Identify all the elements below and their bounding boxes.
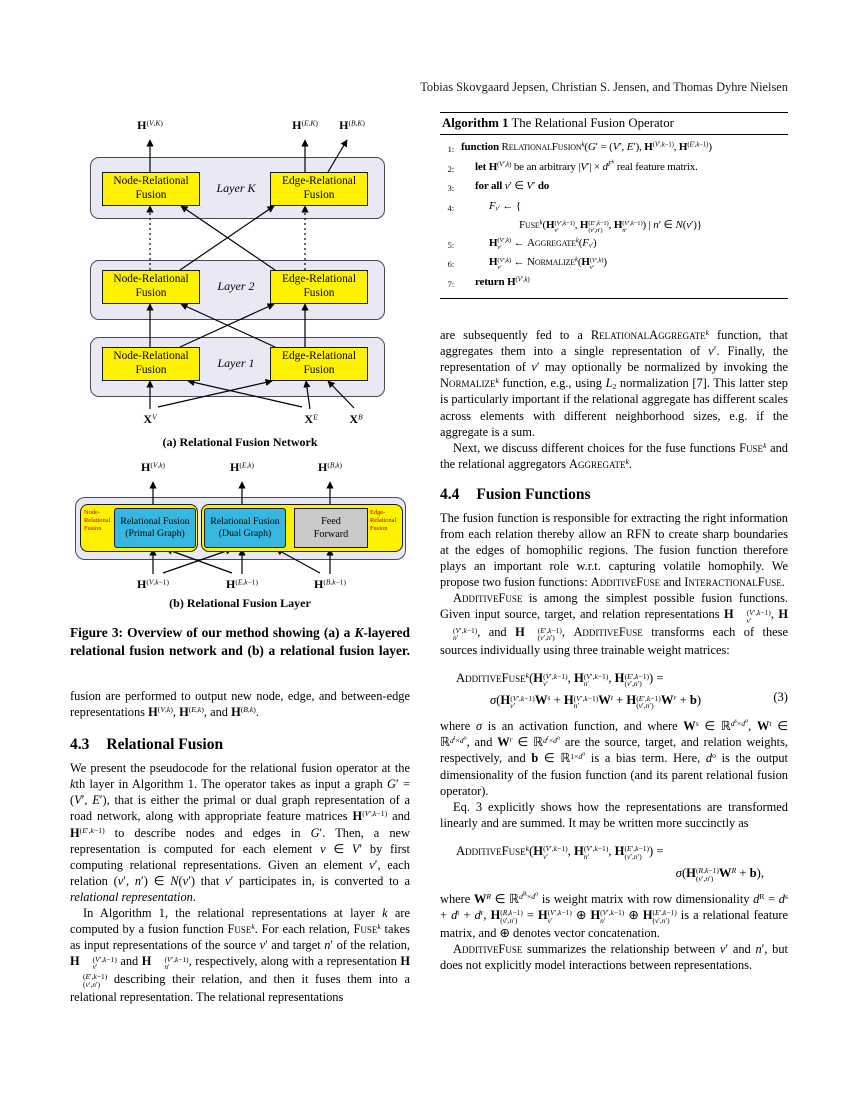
equation-line: σ(H (V′,k−1) v′ $W^s + H$ (V′,k−1) n′ $W^t + H$ (E′,k−1) (v′,n′) $W^r + b$) bbox=[490, 693, 702, 711]
output-matrix-label: $H^{(B,K)}$ bbox=[339, 118, 365, 132]
figure-3-caption: Figure 3: Overview of our method showing (a) a K-layered relational fusion network and (b) a relational fusion layer. bbox=[70, 625, 410, 658]
input-matrix-label: $X^E$ bbox=[304, 412, 318, 426]
section-number: 4.3 bbox=[70, 736, 90, 754]
paragraph: are subsequently fed to a RelationalAggregate$^k$ function, that aggregates them into a single representation of v′. Finally, the representation of v′ may optionally be normalized by invoking the Normalize$^k$ function, e.g., using $L_2$ normalization [7]. This latter step is particularly important if the relational aggregate has different scales across elements with different neighborhood sizes, e.g. if the aggregate is a sum. bbox=[440, 328, 789, 439]
node-relational-fusion-box: Node-Relational Fusion bbox=[102, 172, 200, 206]
algorithm-label: Algorithm 1 bbox=[442, 116, 509, 130]
algorithm-line: 2: let $H^{(V',k)}$ be an arbitrary $|V'| \times d^{F^k}$ real feature matrix. bbox=[447, 159, 698, 174]
algorithm-line: 7: return $H^{(V',k)}$ bbox=[447, 275, 530, 289]
input-matrix-label: $H^{(B,k-1)}$ bbox=[314, 577, 346, 591]
equation-line: AdditiveFuse$^k$(H (V′,k−1) v′ , H (V′,k−1) n′ , H (E′,k−1) (v′,n′) ) = bbox=[456, 671, 664, 689]
output-matrix-label: $H^{(E,K)}$ bbox=[292, 118, 318, 132]
algorithm-body bbox=[440, 135, 788, 298]
node-relational-fusion-group-label: Node- Relational Fusion bbox=[84, 509, 111, 532]
paragraph: AdditiveFuse summarizes the relationship between v′ and n′, but does not explicitly model interactions between representations. bbox=[440, 942, 788, 973]
section-title: Relational Fusion bbox=[106, 736, 224, 754]
input-matrix-label: $X^B$ bbox=[349, 412, 363, 426]
edge-relational-fusion-group-label: Edge- Relational Fusion bbox=[370, 509, 397, 532]
equation-3 bbox=[440, 667, 788, 711]
edge-relational-fusion-box: Edge-Relational Fusion bbox=[270, 172, 368, 206]
algorithm-name: The Relational Fusion Operator bbox=[511, 116, 674, 130]
figure-b-caption: (b) Relational Fusion Layer bbox=[169, 596, 311, 610]
algorithm-title bbox=[440, 113, 788, 135]
page-authors: Tobias Skovgaard Jepsen, Christian S. Jensen, and Thomas Dyhre Nielsen bbox=[420, 80, 788, 94]
equation-additivefuse-succinct bbox=[440, 840, 788, 884]
paragraph: where σ is an activation function, and where $W^s$ ∈ ℝ$^{d^s\times d^o}$, $W^t$ ∈ ℝ$^{d^t\times d^o}$, and $W^r$ ∈ ℝ$^{d^r\times d^o}$ are the source, target, and relation weights, respectively, and b ∈ ℝ$^{1\times d^o}$ is a bias term. Here, $d^o$ is the output dimensionality of the fusion function (and its parent relational fusion operator). bbox=[440, 719, 788, 798]
layer-k-label: Layer K bbox=[216, 181, 256, 195]
edge-relational-fusion-box: Edge-Relational Fusion bbox=[270, 347, 368, 381]
figure-a-caption: (a) Relational Fusion Network bbox=[162, 435, 318, 449]
layer-2-label: Layer 2 bbox=[217, 279, 255, 293]
algorithm-line: 5: H (V′,k) v′ ← $Aggregate^k(F_{v'})$ bbox=[447, 236, 597, 252]
algorithm-line: 6: H (V′,k) v′ ← Normalize$^k$(H (V′,k) v′ ) bbox=[447, 256, 607, 271]
input-matrix-label: $H^{(V,k-1)}$ bbox=[137, 577, 169, 591]
paragraph: In Algorithm 1, the relational representations at layer k are computed by a fusion function Fuse$^k$. For each relation, Fuse$^k$ takes as input representations of the source v′ and target n′ of the relation, H (V′,k−1) v′ and H (V′,k−1) n′ , respectively, along with a representation H (E′,k−1) (v′,n′) describing their relation, and then it fuses them into a relational representation. The relational representations bbox=[70, 906, 410, 1005]
edge-relational-fusion-box: Edge-Relational Fusion bbox=[270, 270, 368, 304]
output-matrix-label: $H^{(V,k)}$ bbox=[140, 460, 166, 474]
output-matrix-label: $H^{(V,K)}$ bbox=[137, 118, 163, 132]
figure-b-relational-fusion-layer bbox=[70, 460, 410, 610]
section-heading-4-4 bbox=[440, 486, 788, 504]
algorithm-line: 4: $F_{v'}$ ← { bbox=[447, 199, 521, 213]
left-column bbox=[70, 110, 410, 1005]
paragraph: Next, we discuss different choices for the fuse functions Fuse$^k$ and the relational aggregators Aggregate$^k$. bbox=[440, 440, 789, 471]
equation-line: σ(H (R,k−1) (v′,n′) $W^R + b$), bbox=[675, 865, 764, 884]
section-title: Fusion Functions bbox=[476, 485, 591, 503]
section-number: 4.4 bbox=[440, 485, 460, 503]
equation-number: (3) bbox=[773, 690, 788, 705]
paragraph: We present the pseudocode for the relational fusion operator at the kth layer in Algorithm 1. The operator takes as input a graph G′ = (V′, E′), that is either the primal or dual graph representation of a road network, along with appropriate feature matrices $H^{(V',k-1)}$ and $H^{(E',k-1)}$ to describe nodes and edges in G′. Then, a new representation is computed for each element v ∈ V′ by first computing relational representations. Given an element v′, each relation (v′, n′) ∈ N(v′) that v′ participates in, is converted to a relational representation. bbox=[70, 761, 411, 904]
equation-line: AdditiveFuse$^k$(H (V′,k−1) v′ , H (V′,k−1) n′ , H (E′,k−1) (v′,n′) ) = bbox=[456, 843, 664, 862]
paragraph: The fusion function is responsible for extracting the right information from each relation thereby allow an RFN to create sharp boundaries at the edges of homophilic regions. The fusion function therefore plays an important role w.r.t. capturing volatile homophily. We propose two fusion functions: AdditiveFuse and InteractionalFuse. bbox=[440, 510, 788, 590]
paragraph: AdditiveFuse is among the simplest possible fusion functions. Given input source, target, and relation representations H (V′,k−1) v′ , H (V′,k−1) n′ , and H (E′,k−1) (v′,n′) , AdditiveFuse transforms each of these sources individually using three trainable weight matrices: bbox=[440, 591, 789, 658]
output-matrix-label: $H^{(E,k)}$ bbox=[229, 460, 255, 474]
layer-1-label: Layer 1 bbox=[217, 356, 255, 370]
node-relational-fusion-box: Node-Relational Fusion bbox=[102, 347, 200, 381]
paragraph: Eq. 3 explicitly shows how the representations are transformed linearly and are summed. It may be written more succinctly as bbox=[440, 799, 788, 830]
algorithm-line: 3: for all v′ ∈ V′ do bbox=[447, 180, 550, 193]
paragraph: fusion are performed to output new node, edge, and between-edge representations $H^{(V,k)}$, $H^{(E,k)}$, and $H^{(B,k)}$. bbox=[70, 689, 410, 720]
input-matrix-label: $H^{(E,k-1)}$ bbox=[226, 577, 258, 591]
figure-a-relational-fusion-network bbox=[70, 110, 410, 451]
feed-forward-box: Feed Forward bbox=[294, 508, 368, 548]
relational-fusion-primal-graph-box: Relational Fusion (Primal Graph) bbox=[114, 508, 196, 548]
algorithm-1-box bbox=[440, 112, 788, 299]
algorithm-line: 1: function RelationalFusion$^k$(G′ = (V′, E′), $H^{(V',k-1)}$, $H^{(E',k-1)}$) bbox=[447, 141, 712, 154]
input-matrix-label: $X^V$ bbox=[143, 412, 157, 426]
node-relational-fusion-box: Node-Relational Fusion bbox=[102, 270, 200, 304]
paragraph: where $W^R$ ∈ ℝ$^{d^R\times d^o}$ is weight matrix with row dimensionality $d^R = d^s + d^t + d^r$, H (R,k−1) (v′,n′) = H (V′,k−1) v′ ⊕ H (V′,k−1) n′ ⊕ H (E′,k−1) (v′,n′) is a relational feature matrix, and ⊕ denotes vector concatenation. bbox=[440, 891, 789, 940]
relational-fusion-dual-graph-box: Relational Fusion (Dual Graph) bbox=[204, 508, 286, 548]
algorithm-line: Fuse$^k$(H (V′,k−1) v′ , H (E′,k−1) (v′,n′) , H (V′,k−1) n′ ) | n′ ∈ N(v′)} bbox=[519, 219, 702, 234]
right-column bbox=[440, 112, 788, 973]
section-heading-4-3 bbox=[70, 736, 410, 754]
output-matrix-label: $H^{(B,k)}$ bbox=[317, 460, 343, 474]
